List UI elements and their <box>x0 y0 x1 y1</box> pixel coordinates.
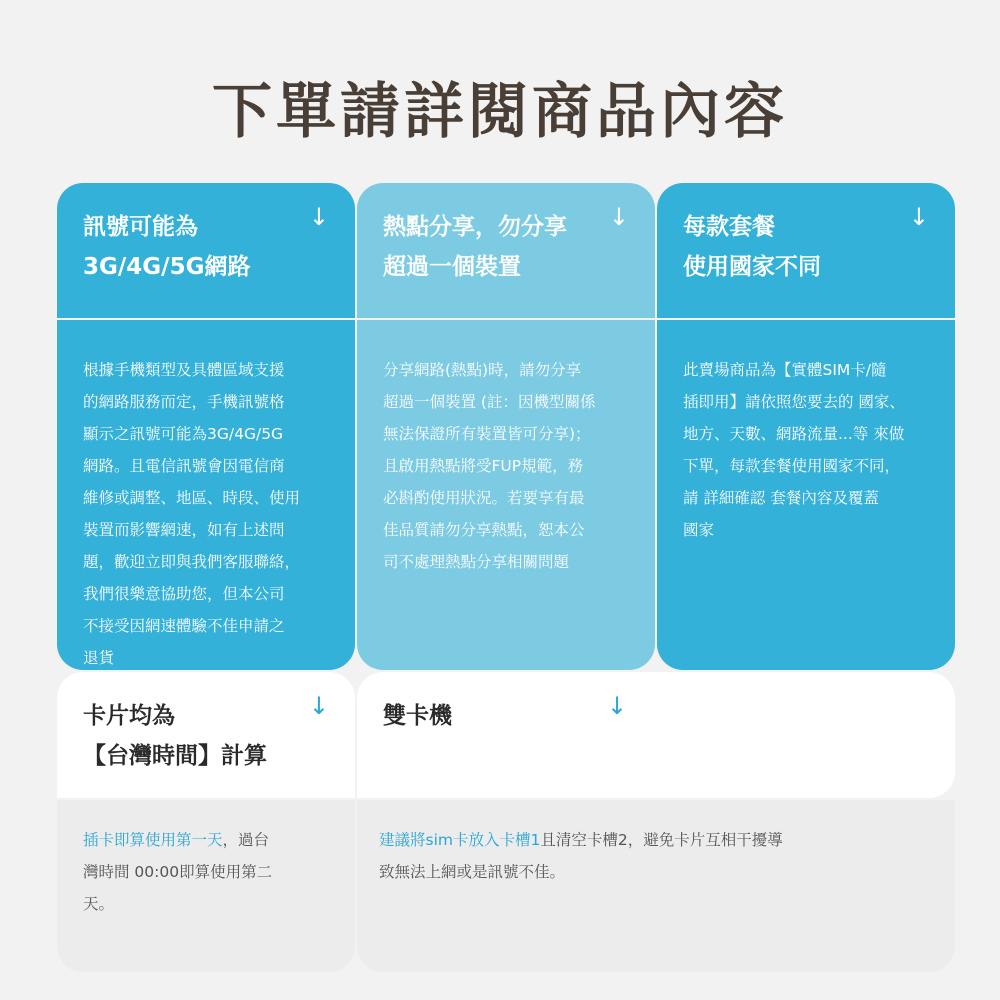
arrow-down-icon[interactable]: ↓ <box>308 203 329 231</box>
signal-body-card <box>57 320 355 670</box>
body-line: 天。 <box>83 895 115 913</box>
body-line: 必斟酌使用狀況。若要享有最 <box>383 489 585 507</box>
time-header <box>57 672 355 776</box>
body-line: 地方、天數、網路流量...等 來做 <box>683 425 905 443</box>
signal-header <box>57 183 355 287</box>
arrow-down-icon[interactable]: ↓ <box>908 203 929 231</box>
country-header-line: 每款套餐 <box>683 214 775 240</box>
body-line: 網路。且電信訊號會因電信商 <box>83 457 285 475</box>
body-text: 且清空卡槽2，避免卡片互相干擾導 <box>540 831 783 849</box>
country-body-card <box>657 320 955 670</box>
country-header <box>657 183 955 287</box>
body-line: 超過一個裝置 (註：因機型關係 <box>383 393 596 411</box>
page-title: 下單請詳閱商品內容 <box>212 77 788 147</box>
body-line: 無法保證所有裝置皆可分享)； <box>383 425 591 443</box>
body-line <box>83 824 329 856</box>
dual-body <box>357 800 955 888</box>
body-line: 國家 <box>683 521 715 539</box>
body-highlight: 建議將sim卡放入卡槽1 <box>379 831 541 849</box>
body-line: 維修或調整、地區、時段、使用 <box>83 489 301 507</box>
body-line: 且啟用熱點將受FUP規範，務 <box>383 457 584 475</box>
body-line: 退貨 <box>83 649 115 667</box>
body-line: 不接受因網速體驗不佳申請之 <box>83 617 285 635</box>
body-line: 灣時間 00:00即算使用第二 <box>83 863 273 881</box>
body-line: 致無法上網或是訊號不佳。 <box>379 863 566 881</box>
hotspot-header-line: 熱點分享，勿分享 <box>383 214 567 240</box>
body-line: 的網路服務而定，手機訊號格 <box>83 393 285 411</box>
body-line: 根據手機類型及具體區域支援 <box>83 361 285 379</box>
body-line: 佳品質請勿分享熱點，恕本公 <box>383 521 585 539</box>
country-body <box>657 320 955 546</box>
arrow-down-icon[interactable]: ↓ <box>608 203 629 231</box>
signal-header-card[interactable] <box>57 183 355 318</box>
body-line: 請 詳細確認 套餐內容及覆蓋 <box>683 489 879 507</box>
hotspot-body <box>357 320 655 578</box>
dual-header-card[interactable] <box>357 672 955 798</box>
body-line <box>379 824 929 856</box>
hotspot-header-line: 超過一個裝置 <box>383 254 521 280</box>
time-header-line: 卡片均為 <box>83 703 175 729</box>
body-line: 我們很樂意協助您，但本公司 <box>83 585 285 603</box>
body-line: 司不處理熱點分享相關問題 <box>383 553 570 571</box>
country-header-line: 使用國家不同 <box>683 254 821 280</box>
hotspot-body-card <box>357 320 655 670</box>
body-text: ，過台 <box>222 831 270 849</box>
hotspot-header-card[interactable] <box>357 183 655 318</box>
time-body <box>57 800 355 920</box>
time-header-line: 【台灣時間】計算 <box>83 743 267 769</box>
body-line: 插即用】請依照您要去的 國家、 <box>683 393 905 411</box>
signal-header-line: 訊號可能為 <box>83 214 198 240</box>
signal-header-line: 3G/4G/5G網路 <box>83 254 251 280</box>
hotspot-header <box>357 183 655 287</box>
signal-body <box>57 320 355 670</box>
dual-header-line: 雙卡機 <box>383 703 452 729</box>
time-body-card <box>57 800 355 972</box>
body-line: 分享網路(熱點)時，請勿分享 <box>383 361 582 379</box>
body-line: 此賣場商品為【實體SIM卡/隨 <box>683 361 887 379</box>
body-line: 下單，每款套餐使用國家不同， <box>683 457 901 475</box>
body-line: 顯示之訊號可能為3G/4G/5G <box>83 425 284 443</box>
body-highlight: 插卡即算使用第一天 <box>83 831 223 849</box>
body-line: 題，歡迎立即與我們客服聯絡， <box>83 553 301 571</box>
country-header-card[interactable] <box>657 183 955 318</box>
time-header-card[interactable] <box>57 672 355 798</box>
dual-body-card <box>357 800 955 972</box>
dual-header <box>357 672 955 736</box>
arrow-down-icon[interactable]: ↓ <box>607 692 628 720</box>
body-line: 裝置而影響網速，如有上述問 <box>83 521 285 539</box>
arrow-down-icon[interactable]: ↓ <box>308 692 329 720</box>
